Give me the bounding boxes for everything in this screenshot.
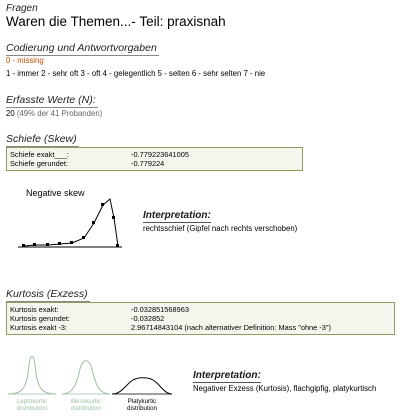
- skew-point: [116, 244, 119, 247]
- page-title: Waren die Themen...- Teil: praxisnah: [6, 14, 226, 29]
- values-line: [6, 109, 102, 119]
- skew-interpretation-heading: Interpretation:: [143, 210, 211, 221]
- skew-row-rounded-value: -0.779224: [131, 159, 165, 168]
- coding-heading: Codierung und Antwortvorgaben: [6, 42, 157, 54]
- platykurtic-caption: [119, 398, 165, 412]
- platykurtic-caption-line1: Platykurtic: [127, 398, 157, 405]
- platykurtic-curve: [112, 378, 172, 394]
- mesokurtic-curve: [62, 361, 110, 394]
- leptokurtic-caption-line2: distribution: [17, 405, 47, 412]
- kurtosis-interpretation-text: Negativer Exzess (Kurtosis), flachgipfig, platykurtisch: [193, 384, 377, 393]
- coding-missing: 0 - missing: [6, 56, 44, 65]
- mesokurtic-caption-line1: Mesokurtic: [71, 398, 101, 405]
- values-n: 20: [6, 109, 15, 118]
- section-label-fragen: Fragen: [6, 3, 38, 14]
- skew-illustration: [10, 188, 130, 258]
- kurtosis-row-exact-label: Kurtosis exakt:: [10, 305, 59, 314]
- skew-point: [92, 221, 95, 224]
- skew-table: [6, 147, 303, 171]
- skew-point: [22, 244, 25, 247]
- skew-point: [58, 242, 61, 245]
- mesokurtic-caption-line2: distribution: [71, 405, 101, 412]
- mesokurtic-caption: [63, 398, 109, 412]
- skew-line: [24, 199, 118, 246]
- skew-interpretation-text: rechtsschief (Gipfel nach rechts verschoben): [143, 224, 298, 233]
- skew-point: [70, 241, 73, 244]
- skew-curve: [10, 188, 130, 258]
- kurtosis-interpretation-heading: Interpretation:: [193, 370, 261, 381]
- skew-point: [101, 203, 104, 206]
- skew-heading: Schiefe (Skew): [6, 133, 77, 145]
- kurtosis-row-minus3-value: 2.96714843104 (nach alternativer Definition: Mass "ohne -3"): [131, 323, 331, 332]
- skew-row-exact-label: Schiefe exakt___:: [10, 150, 69, 159]
- platykurtic-caption-line2: distribution: [127, 405, 157, 412]
- leptokurtic-caption-line1: Leptokurtic: [16, 398, 48, 405]
- skew-row-exact-value: -0.779223641005: [131, 150, 189, 159]
- skew-point: [33, 243, 36, 246]
- kurtosis-illustrations: [0, 344, 190, 418]
- kurtosis-heading: Kurtosis (Exzess): [6, 288, 88, 300]
- kurtosis-table: [6, 302, 395, 335]
- kurtosis-row-minus3-label: Kurtosis exakt -3:: [10, 323, 68, 332]
- kurtosis-curves: [0, 344, 190, 396]
- kurtosis-row-rounded-value: -0.032852: [131, 314, 165, 323]
- leptokurtic-caption: [9, 398, 55, 412]
- coding-scale: 1 - immer 2 - sehr oft 3 - oft 4 - gelegentlich 5 - selten 6 - sehr selten 7 - nie: [6, 69, 266, 78]
- skew-point: [82, 236, 85, 239]
- values-heading: Erfasste Werte (N):: [6, 94, 96, 106]
- skew-row-rounded-label: Schiefe gerundet:: [10, 159, 68, 168]
- skew-point: [46, 243, 49, 246]
- leptokurtic-curve: [8, 356, 56, 394]
- kurtosis-row-exact-value: -0.032851568963: [131, 305, 189, 314]
- skew-point: [112, 216, 115, 219]
- values-detail: (49% der 41 Probanden): [16, 109, 103, 118]
- skew-illustration-title: Negative skew: [26, 188, 85, 198]
- kurtosis-row-rounded-label: Kurtosis gerundet:: [10, 314, 70, 323]
